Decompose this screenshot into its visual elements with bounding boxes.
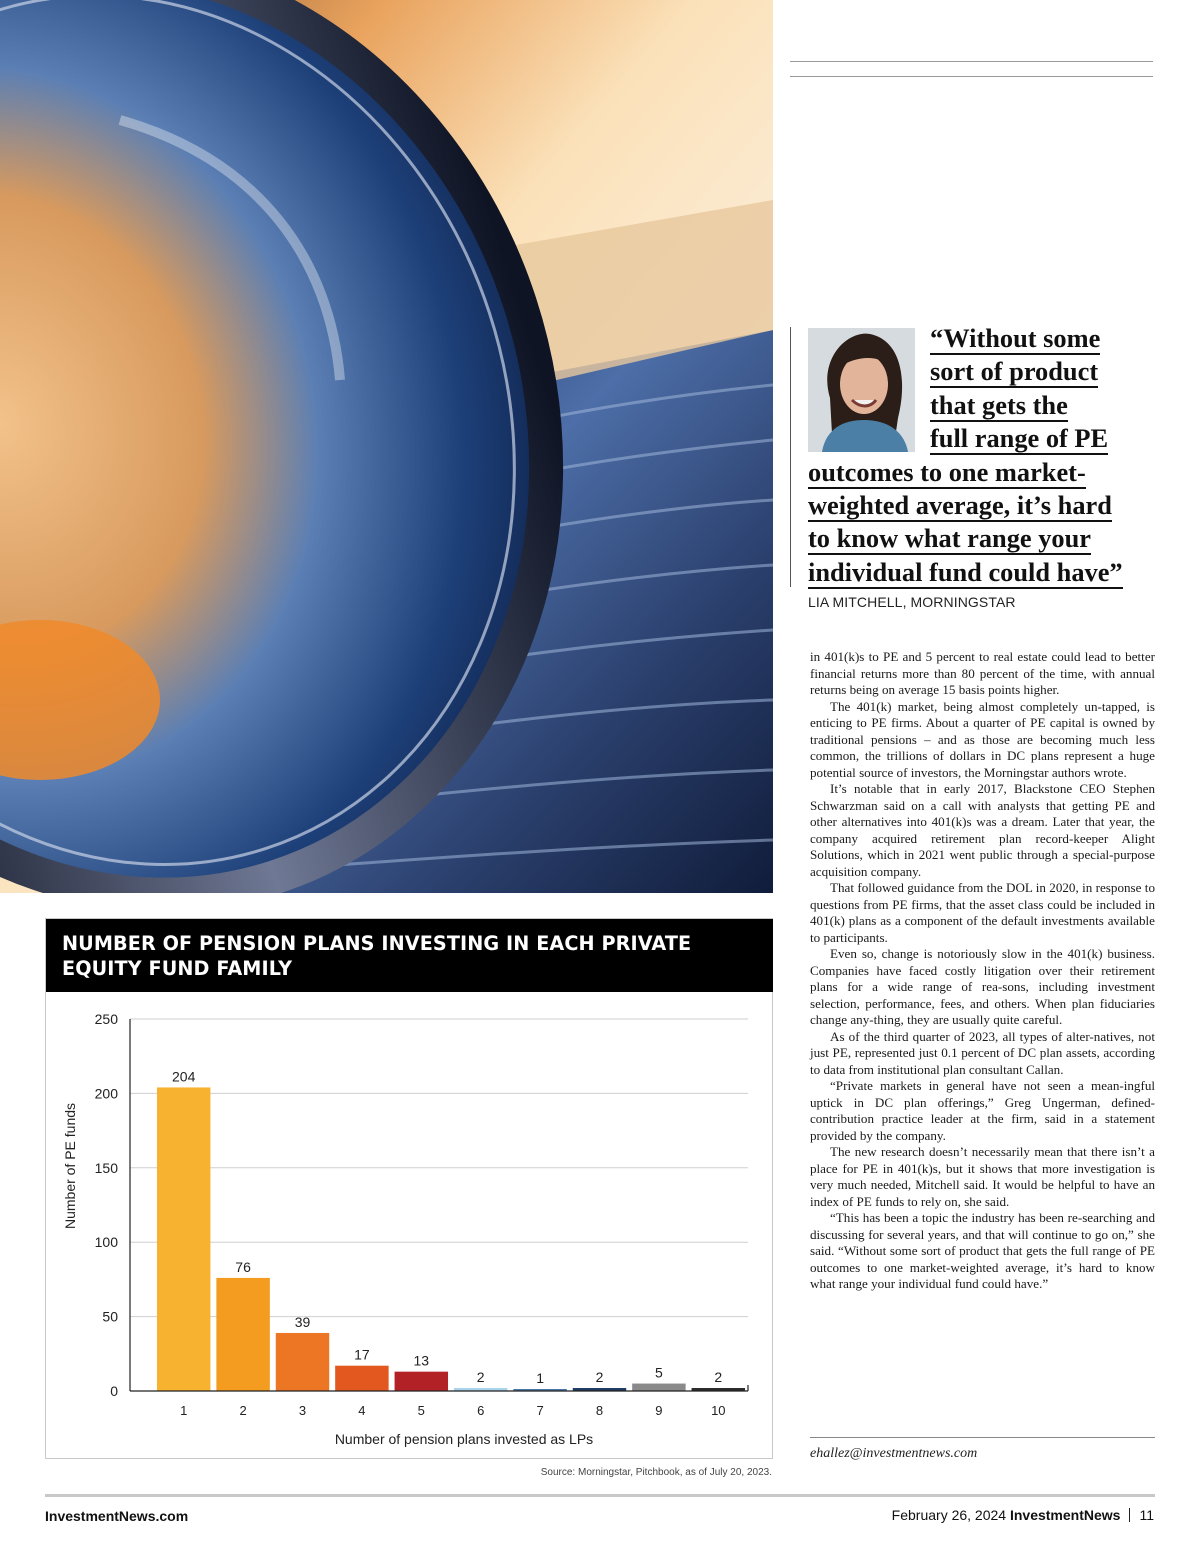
- pull-quote-line: to know what range your: [808, 523, 1091, 554]
- pull-quote-bar: [790, 327, 791, 587]
- x-tick-label: 4: [358, 1403, 366, 1418]
- bar: [276, 1333, 329, 1391]
- pull-quote-line: “Without some: [930, 323, 1101, 353]
- pull-quote-attribution: LIA MITCHELL, MORNINGSTAR: [808, 594, 1016, 610]
- x-axis-label: Number of pension plans invested as LPs: [334, 1431, 594, 1447]
- footer-rule: [45, 1494, 1155, 1497]
- article-paragraph: The 401(k) market, being almost completely un-tapped, is enticing to PE firms. About a quarter of PE capital is owned by traditional pensions – and as those are becoming much less common, the trillions of dollars in DC plans represent a huge potential source of investors, the Morningstar authors wrote.: [810, 698, 1155, 780]
- bar-value-label: 2: [714, 1369, 723, 1386]
- page-number: 11: [1139, 1507, 1154, 1523]
- y-axis-label: Number of PE funds: [62, 1102, 78, 1230]
- bar-value-label: 76: [235, 1258, 251, 1275]
- bar-value-label: 204: [172, 1068, 196, 1085]
- bar-value-label: 5: [655, 1364, 663, 1381]
- x-tick-label: 7: [536, 1403, 544, 1418]
- bar-value-label: 39: [294, 1313, 311, 1330]
- article-paragraph: That followed guidance from the DOL in 2020, in response to questions from PE firms, that the asset class could be included in 401(k) plans as a component of the default investments available to participants.: [810, 880, 1155, 945]
- pull-quote-line: full range of PE: [930, 423, 1109, 454]
- article-end-rule: [810, 1437, 1155, 1438]
- y-tick-label: 0: [110, 1383, 118, 1399]
- y-tick-label: 200: [94, 1085, 118, 1102]
- article-paragraph: It’s notable that in early 2017, Blackstone CEO Stephen Schwarzman said on a call with analysts that getting PE and other alternatives into 401(k)s was a dream. Later that year, the company acquired retirement plan record-keeper Alight Solutions, which in 2021 went public through a special-purpose acquisition company.: [810, 781, 1155, 879]
- x-tick-label: 1: [180, 1403, 188, 1418]
- article-paragraph: The new research doesn’t necessarily mean that there isn’t a place for PE in 401(k)s, but it shows that more investigation is very much needed, Mitchell said. It would be helpful to have an index of PE funds to rely on, she said.: [810, 1144, 1155, 1209]
- chart-title: NUMBER OF PENSION PLANS INVESTING IN EACH PRIVATE EQUITY FUND FAMILY: [46, 919, 773, 992]
- chart-source: Source: Morningstar, Pitchbook, as of July 20, 2023.: [540, 1467, 772, 1478]
- bar-value-label: 13: [413, 1352, 430, 1369]
- bar: [632, 1384, 685, 1391]
- article-paragraph: “This has been a topic the industry has been re-searching and discussing for several years, and that will continue to go on,” she said. “Without some sort of product that gets the full range of PE outcomes to one market-weighted average, it’s hard to know what range your individual fund could have.”: [810, 1210, 1155, 1291]
- article-paragraph: “Private markets in general have not seen a mean-ingful uptick in DC plan offerings,” Greg Ungerman, defined-contribution practice leader at the firm, said in a statement provided by the company.: [810, 1078, 1155, 1143]
- article-paragraph: in 401(k)s to PE and 5 percent to real estate could lead to better financial returns more than 80 percent of the time, with annual returns being on average 15 basis points higher.: [810, 649, 1155, 697]
- footer-folio: [892, 1507, 1154, 1523]
- chart: [45, 918, 773, 1459]
- footer-publication: InvestmentNews: [1009, 1507, 1121, 1523]
- x-tick-label: 3: [298, 1403, 307, 1418]
- y-tick-label: 250: [94, 1011, 118, 1027]
- bar: [395, 1372, 448, 1391]
- bar: [157, 1087, 210, 1391]
- y-tick-label: 150: [94, 1159, 118, 1176]
- bar-value-label: 17: [354, 1346, 370, 1363]
- hero-photo: [0, 0, 773, 893]
- pull-quote-line: outcomes to one market-: [808, 456, 1086, 487]
- x-tick-label: 8: [595, 1403, 604, 1418]
- y-tick-label: 100: [94, 1234, 118, 1251]
- pull-quote-line: individual fund could have”: [808, 556, 1123, 587]
- bar-value-label: 1: [536, 1370, 544, 1386]
- pull-quote-line: weighted average, it’s hard: [808, 489, 1112, 520]
- top-rule: [790, 76, 1153, 77]
- bar: [216, 1278, 269, 1391]
- article-paragraph: Even so, change is notoriously slow in the 401(k) business. Companies have faced costly litigation over their retirement plans for a wide range of rea-sons, including investment selection, performance, fees, and others. When plan fiduciaries change any-thing, they are usually quite careful.: [810, 946, 1155, 1027]
- chart-plot: [46, 992, 772, 1458]
- pull-quote-line: that gets the: [930, 389, 1068, 420]
- bar-value-label: 2: [595, 1369, 604, 1386]
- y-tick-label: 50: [102, 1308, 118, 1325]
- x-tick-label: 10: [711, 1403, 726, 1418]
- article-paragraph: As of the third quarter of 2023, all types of alter-natives, not just PE, represented just 0.1 percent of DC plan assets, according to data from institutional plan consultant Callan.: [810, 1028, 1155, 1077]
- bar: [335, 1366, 388, 1391]
- article-body: [810, 649, 1155, 1293]
- x-tick-label: 9: [655, 1403, 663, 1418]
- x-tick-label: 2: [239, 1403, 247, 1418]
- footer-site[interactable]: InvestmentNews.com: [45, 1508, 189, 1524]
- x-tick-label: 5: [417, 1403, 425, 1418]
- footer-date: February 26, 2024: [891, 1507, 1007, 1523]
- top-rule: [790, 61, 1153, 62]
- author-email[interactable]: ehallez@investmentnews.com: [810, 1446, 978, 1461]
- bar-value-label: 2: [476, 1369, 485, 1386]
- x-tick-label: 6: [477, 1403, 485, 1418]
- pull-quote: [808, 322, 1160, 589]
- pull-quote-line: sort of product: [930, 356, 1099, 387]
